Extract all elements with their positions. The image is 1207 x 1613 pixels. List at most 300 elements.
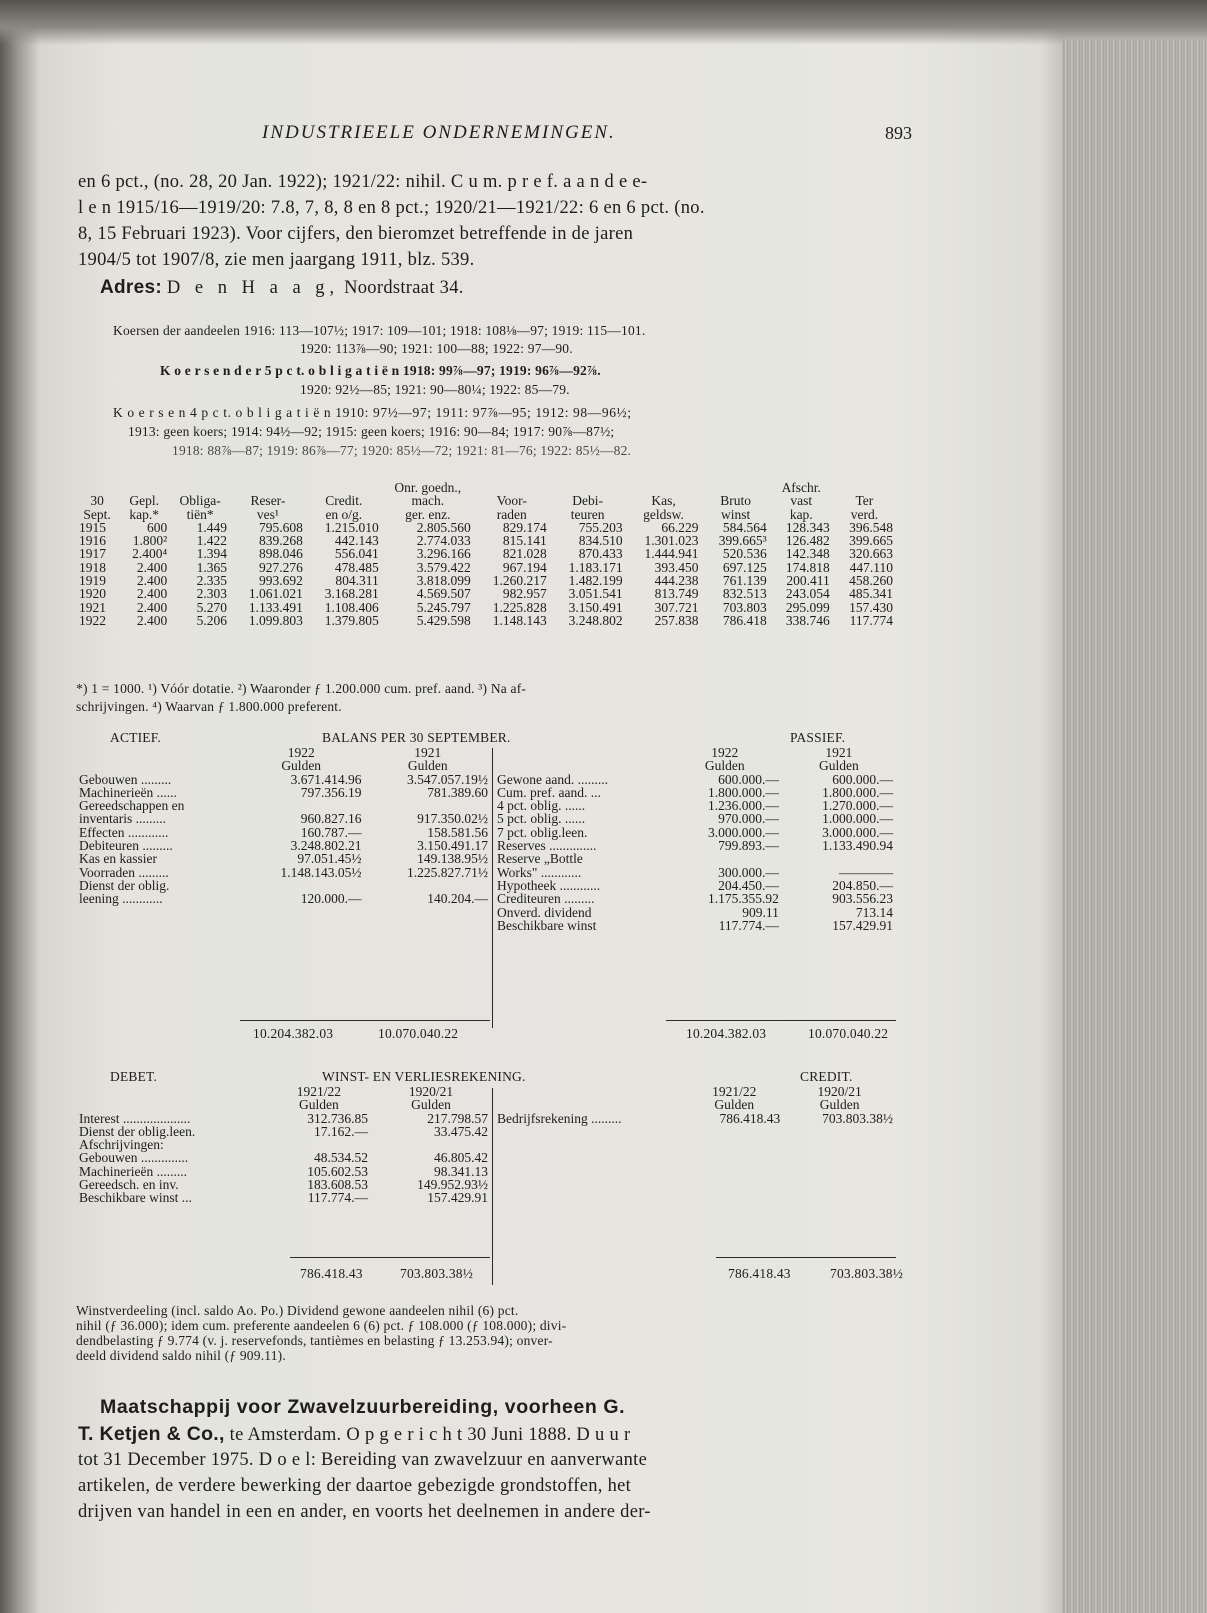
stats-cell: 795.608 bbox=[259, 519, 303, 535]
stats-cell: 815.141 bbox=[502, 533, 547, 549]
actief-row bbox=[76, 773, 491, 786]
passief-label: Reserve „Bottle bbox=[497, 851, 583, 867]
stats-cell: 2.400⁴ bbox=[132, 546, 168, 562]
stats-cell: 2.774.033 bbox=[416, 533, 471, 549]
actief-label: inventaris ......... bbox=[79, 811, 166, 827]
stats-cell: 126.482 bbox=[785, 533, 830, 549]
actief-label: Gereedschappen en bbox=[79, 798, 185, 814]
intro-line-4: 1904/5 tot 1907/8, zie men jaargang 1911, blz. 539. bbox=[78, 250, 475, 270]
stats-header-cell: Afschr. bbox=[781, 480, 821, 495]
stats-cell: 444.238 bbox=[654, 573, 699, 589]
stats-cell: 1.148.143 bbox=[492, 612, 547, 628]
stats-row bbox=[76, 614, 896, 627]
actief-year-row bbox=[76, 746, 491, 759]
actief-label: Dienst der oblig. bbox=[79, 877, 170, 893]
stats-cell: 1915 bbox=[79, 519, 106, 535]
passief-label: Reserves .............. bbox=[497, 838, 597, 854]
actief-amount: 3.547.057.19½ bbox=[407, 771, 488, 787]
debet-amount bbox=[267, 1138, 371, 1151]
debet-label: Machinerieën ......... bbox=[79, 1163, 187, 1179]
stats-header-cell: en o/g. bbox=[325, 506, 363, 522]
debet-row bbox=[76, 1151, 491, 1164]
balans-total-actief-1922: 10.204.382.03 bbox=[253, 1026, 334, 1041]
passief-amount: 1.800.000.— bbox=[822, 784, 893, 800]
debet-label: Beschikbare winst ... bbox=[79, 1190, 192, 1206]
stats-cell: 584.564 bbox=[722, 519, 767, 535]
stats-header-row bbox=[76, 481, 896, 494]
passief-amount: 713.14 bbox=[855, 904, 893, 920]
stats-cell: 447.110 bbox=[849, 559, 893, 575]
debet-blank-cell bbox=[76, 1085, 267, 1098]
stats-header-cell: ves¹ bbox=[256, 506, 279, 522]
stats-cell: 1.482.199 bbox=[568, 573, 623, 589]
passief-label: Beschikbare winst bbox=[497, 917, 597, 933]
debet-row bbox=[76, 1165, 491, 1178]
debet-amount: 183.608.53 bbox=[307, 1177, 368, 1193]
koersen-line-3: K o e r s e n d e r 5 p c t. o b l i g a t i ë n 1918: 99⅞—97; 1919: 96⅞—92⅞. bbox=[160, 363, 601, 378]
koersen-line-7: 1918: 88⅞—87; 1919: 86⅞—77; 1920: 85½—72; 1921: 81—76; 1922: 85½—82. bbox=[172, 443, 632, 458]
company-founding: te Amsterdam. O p g e r i c h t 30 Juni 1888. D u u r bbox=[224, 1425, 631, 1445]
stats-cell: 2.400 bbox=[136, 599, 168, 615]
stats-cell: 2.400 bbox=[136, 573, 168, 589]
stats-cell: 3.296.166 bbox=[416, 546, 471, 562]
stats-cell: 834.510 bbox=[578, 533, 623, 549]
credit-blank-cell bbox=[494, 1085, 685, 1098]
winst-debet-table bbox=[76, 1085, 491, 1205]
company-name-line-1: Maatschappij voor Zwavelzuurbereiding, voorheen G. bbox=[100, 1396, 626, 1418]
stats-header-cell: Debi- bbox=[572, 493, 603, 509]
stats-cell: 898.046 bbox=[259, 546, 303, 562]
stats-cell: 174.818 bbox=[785, 559, 830, 575]
stats-cell: 829.174 bbox=[502, 519, 547, 535]
actief-unit-cell: Gulden bbox=[281, 758, 322, 774]
stats-cell: 3.579.422 bbox=[416, 559, 471, 575]
passief-unit-row bbox=[494, 759, 896, 772]
passief-row bbox=[494, 773, 896, 786]
actief-amount: 3.150.491.17 bbox=[417, 838, 488, 854]
stats-cell: 1.260.217 bbox=[492, 573, 547, 589]
passief-unit-cell: Gulden bbox=[819, 758, 859, 774]
intro-line-3: 8, 15 Februari 1923). Voor cijfers, den bieromzet betreffende in de jaren bbox=[78, 224, 634, 244]
passief-amount: 1.800.000.— bbox=[707, 784, 779, 800]
stats-header-cell: mach. bbox=[411, 493, 445, 509]
debet-unit-row bbox=[76, 1098, 491, 1111]
company-name-line-2: T. Ketjen & Co., bbox=[78, 1423, 225, 1445]
stats-cell: 442.143 bbox=[334, 533, 379, 549]
actief-year-cell: 1921 bbox=[414, 745, 442, 760]
actief-unit-row bbox=[76, 759, 491, 772]
credit-unit-row bbox=[494, 1098, 896, 1111]
stats-header-cell: vast bbox=[790, 493, 813, 509]
winst-total-rule-left bbox=[290, 1257, 490, 1258]
actief-row bbox=[76, 786, 491, 799]
stats-cell: 1918 bbox=[79, 559, 106, 575]
stats-cell: 1.422 bbox=[196, 533, 227, 549]
debet-unit-cell: Gulden bbox=[411, 1097, 451, 1113]
stats-header-cell: geldsw. bbox=[643, 506, 684, 522]
debet-blank-cell bbox=[76, 1098, 267, 1111]
debet-amount: 17.162.— bbox=[313, 1123, 368, 1139]
stats-cell: 927.276 bbox=[259, 559, 303, 575]
stats-header-cell bbox=[306, 481, 382, 494]
stats-header-cell: Obliga- bbox=[179, 493, 221, 509]
stats-row bbox=[76, 574, 896, 587]
winst-credit-table bbox=[494, 1085, 896, 1125]
actief-amount: 140.204.— bbox=[427, 891, 488, 907]
credit-amount: 703.803.38½ bbox=[822, 1110, 893, 1126]
stats-cell: 755.203 bbox=[578, 519, 623, 535]
actief-row bbox=[76, 892, 491, 905]
running-header: INDUSTRIEELE ONDERNEMINGEN. bbox=[262, 122, 616, 143]
actief-amount bbox=[238, 799, 365, 812]
balans-actief-title: ACTIEF. bbox=[110, 730, 161, 745]
debet-year-cell: 1920/21 bbox=[408, 1084, 454, 1099]
intro-line-2: l e n 1915/16—1919/20: 7.8, 7, 8, 8 en 8 pct.; 1920/21—1921/22: 6 en 6 pct. (no. bbox=[78, 198, 705, 218]
debet-amount: 157.429.91 bbox=[427, 1190, 488, 1206]
debet-amount: 149.952.93½ bbox=[417, 1177, 488, 1193]
actief-amount: 960.827.16 bbox=[300, 811, 362, 827]
stats-cell: 832.513 bbox=[722, 586, 767, 602]
stats-cell: 257.838 bbox=[654, 612, 699, 628]
stats-cell: 600 bbox=[146, 519, 168, 535]
debet-year-row bbox=[76, 1085, 491, 1098]
passief-label: Gewone aand. ......... bbox=[497, 771, 608, 787]
stats-header-cell: Gepl. bbox=[129, 493, 160, 509]
stats-cell: 2.400 bbox=[136, 612, 168, 628]
actief-amount: 781.389.60 bbox=[427, 784, 488, 800]
passief-row bbox=[494, 826, 896, 839]
stats-cell: 1.394 bbox=[196, 546, 227, 562]
stats-cell: 3.150.491 bbox=[568, 599, 623, 615]
passief-blank-cell bbox=[494, 759, 668, 772]
stats-cell: 1.061.021 bbox=[248, 586, 303, 602]
stats-cell: 200.411 bbox=[786, 573, 830, 589]
stats-cell: 478.485 bbox=[334, 559, 379, 575]
winst-title: WINST- EN VERLIESREKENING. bbox=[322, 1069, 526, 1084]
balans-title: BALANS PER 30 SEPTEMBER. bbox=[322, 730, 511, 745]
passief-amount: 1.133.490.94 bbox=[822, 838, 893, 854]
stats-header-cell: Kas, bbox=[651, 493, 676, 509]
passief-amount: 1.000.000.— bbox=[822, 811, 893, 827]
debet-row bbox=[76, 1125, 491, 1138]
balans-divider bbox=[492, 748, 493, 1028]
intro-line-1: en 6 pct., (no. 28, 20 Jan. 1922); 1921/22: nihil. C u m. p r e f. a a n d e e- bbox=[78, 172, 648, 192]
stats-cell: 2.400 bbox=[136, 559, 168, 575]
stats-cell: 1.183.171 bbox=[568, 559, 623, 575]
stats-cell: 2.400 bbox=[136, 586, 168, 602]
balans-total-rule-right bbox=[666, 1020, 896, 1021]
stats-cell: 393.450 bbox=[654, 559, 699, 575]
stats-header-cell: Bruto bbox=[720, 493, 751, 509]
credit-year-cell: 1921/22 bbox=[712, 1084, 757, 1099]
debet-amount: 33.475.42 bbox=[434, 1123, 488, 1139]
stats-cell: 870.433 bbox=[578, 546, 623, 562]
winstverdeeling-line-1: Winstverdeeling (incl. saldo Ao. Po.) Dividend gewone aandeelen nihil (6) pct. bbox=[76, 1303, 519, 1318]
passief-row bbox=[494, 839, 896, 852]
passief-amount: 1.175.355.92 bbox=[707, 891, 779, 907]
stats-cell: 3.168.281 bbox=[324, 586, 379, 602]
balans-total-passief-1922: 10.204.382.03 bbox=[686, 1026, 767, 1041]
stats-cell: 556.041 bbox=[334, 546, 379, 562]
winst-credit-title: CREDIT. bbox=[800, 1069, 853, 1084]
stats-cell: 1.099.803 bbox=[248, 612, 303, 628]
passief-label: 4 pct. oblig. ...... bbox=[497, 798, 586, 814]
koersen-line-6: 1913: geen koers; 1914: 94½—92; 1915: geen koers; 1916: 90—84; 1917: 90⅞—87½; bbox=[128, 424, 615, 439]
actief-row bbox=[76, 812, 491, 825]
stats-header-cell: verd. bbox=[850, 506, 879, 522]
passief-row bbox=[494, 812, 896, 825]
passief-amount: 117.774.— bbox=[718, 917, 779, 933]
actief-label: leening ............ bbox=[79, 891, 163, 907]
stats-cell: 967.194 bbox=[502, 559, 547, 575]
passief-label: Cum. pref. aand. ... bbox=[497, 784, 601, 800]
debet-amount: 105.602.53 bbox=[307, 1163, 368, 1179]
debet-row bbox=[76, 1138, 491, 1151]
winstverdeeling-line-2: nihil (ƒ 36.000); idem cum. preferente aandeelen 6 (6) pct. ƒ 108.000 (ƒ 108.000); divi- bbox=[76, 1318, 567, 1333]
koersen-line-1: Koersen der aandeelen 1916: 113—107½; 1917: 109—101; 1918: 108⅛—97; 1919: 115—101. bbox=[113, 323, 646, 338]
actief-amount: 160.787.— bbox=[300, 824, 362, 840]
stats-cell: 3.248.802 bbox=[568, 612, 623, 628]
stats-cell: 1919 bbox=[79, 573, 106, 589]
page-top-shadow bbox=[0, 0, 1207, 45]
debet-label: Dienst der oblig.leen. bbox=[79, 1123, 196, 1139]
actief-blank-cell bbox=[76, 746, 238, 759]
stats-row bbox=[76, 534, 896, 547]
stats-header-cell bbox=[230, 481, 306, 494]
actief-blank-cell bbox=[76, 759, 238, 772]
actief-amount: 158.581.56 bbox=[427, 824, 488, 840]
debet-amount: 117.774.— bbox=[307, 1190, 368, 1206]
stats-header-cell bbox=[833, 481, 896, 494]
stats-header-cell: Onr. goedn., bbox=[394, 480, 462, 495]
winst-total-rule-right bbox=[716, 1257, 896, 1258]
passief-amount: 3.000.000.— bbox=[822, 824, 893, 840]
stats-row bbox=[76, 521, 896, 534]
winst-total-debet-2: 703.803.38½ bbox=[400, 1266, 474, 1281]
stats-cell: 5.270 bbox=[196, 599, 227, 615]
actief-row bbox=[76, 826, 491, 839]
credit-unit-cell: Gulden bbox=[819, 1097, 860, 1113]
debet-label: Interest .................... bbox=[79, 1110, 191, 1126]
debet-amount: 46.805.42 bbox=[434, 1150, 488, 1166]
actief-row bbox=[76, 799, 491, 812]
stats-cell: 1.108.406 bbox=[324, 599, 379, 615]
stats-cell: 3.818.099 bbox=[416, 573, 471, 589]
actief-amount bbox=[364, 799, 491, 812]
actief-label: Voorraden ......... bbox=[79, 864, 169, 880]
credit-unit-cell: Gulden bbox=[714, 1097, 755, 1113]
stats-header-cell: 30 bbox=[90, 493, 104, 509]
passief-amount: 970.000.— bbox=[718, 811, 779, 827]
credit-amount: 786.418.43 bbox=[719, 1110, 781, 1126]
balans-total-actief-1921: 10.070.040.22 bbox=[378, 1026, 459, 1041]
stats-cell: 338.746 bbox=[785, 612, 830, 628]
debet-unit-cell: Gulden bbox=[299, 1097, 339, 1113]
stats-cell: 761.139 bbox=[722, 573, 767, 589]
stats-header-cell: tiën* bbox=[186, 506, 214, 522]
credit-year-row bbox=[494, 1085, 896, 1098]
stats-header-cell bbox=[626, 481, 702, 494]
stats-cell: 1921 bbox=[79, 599, 106, 615]
balans-total-rule-left bbox=[240, 1020, 490, 1021]
stats-cell: 1.225.828 bbox=[492, 599, 547, 615]
passief-label: Works" ............ bbox=[497, 864, 582, 880]
passief-amount: 3.000.000.— bbox=[707, 824, 779, 840]
stats-cell: 117.774 bbox=[849, 612, 893, 628]
passief-amount: 1.270.000.— bbox=[822, 798, 893, 814]
passief-year-cell: 1921 bbox=[825, 745, 853, 760]
actief-label: Kas en kassier bbox=[79, 851, 157, 867]
actief-amount: 3.671.414.96 bbox=[290, 771, 362, 787]
winst-total-credit-2: 703.803.38½ bbox=[830, 1266, 904, 1281]
actief-amount bbox=[238, 879, 365, 892]
passief-blank-cell bbox=[494, 746, 668, 759]
passief-label: Onverd. dividend bbox=[497, 904, 592, 920]
winst-divider bbox=[492, 1088, 493, 1285]
stats-cell: 1.133.491 bbox=[248, 599, 303, 615]
debet-label: Gebouwen .............. bbox=[79, 1150, 189, 1166]
actief-row bbox=[76, 866, 491, 879]
credit-year-cell: 1920/21 bbox=[817, 1084, 862, 1099]
company-line-4: artikelen, de verdere bewerking der daartoe gebezigde grondstoffen, het bbox=[78, 1476, 632, 1496]
stats-cell: 839.268 bbox=[259, 533, 303, 549]
winst-total-debet-1: 786.418.43 bbox=[300, 1266, 363, 1281]
stats-cell: 396.548 bbox=[849, 519, 893, 535]
passief-amount: 204.850.— bbox=[832, 877, 893, 893]
stats-cell: 1916 bbox=[79, 533, 106, 549]
stats-cell: 4.569.507 bbox=[416, 586, 471, 602]
passief-row bbox=[494, 866, 896, 879]
winst-debet-title: DEBET. bbox=[110, 1069, 158, 1084]
stats-row bbox=[76, 587, 896, 600]
page-edges bbox=[1062, 40, 1207, 1613]
actief-year-cell: 1922 bbox=[287, 745, 315, 760]
company-line-2 bbox=[78, 1423, 630, 1446]
stats-row bbox=[76, 601, 896, 614]
balans-actief-table bbox=[76, 746, 491, 906]
stats-header-cell: Voor- bbox=[496, 493, 527, 509]
passief-row bbox=[494, 799, 896, 812]
actief-amount: 97.051.45½ bbox=[297, 851, 362, 867]
actief-amount: 917.350.02½ bbox=[417, 811, 488, 827]
stats-cell: 2.303 bbox=[196, 586, 227, 602]
stats-cell: 399.665 bbox=[849, 533, 893, 549]
stats-cell: 1.444.941 bbox=[644, 546, 699, 562]
stats-cell: 1920 bbox=[79, 586, 106, 602]
stats-cell: 993.692 bbox=[259, 573, 303, 589]
passief-amount: 300.000.— bbox=[718, 864, 779, 880]
actief-amount: 3.248.802.21 bbox=[290, 838, 362, 854]
address-city: D e n H a a g, bbox=[166, 278, 340, 298]
passief-label: Hypotheek ............ bbox=[497, 877, 601, 893]
stats-header-cell: Ter bbox=[855, 493, 874, 509]
passief-unit-cell: Gulden bbox=[704, 758, 745, 774]
actief-amount: 1.225.827.71½ bbox=[407, 864, 488, 880]
actief-label: Gebouwen ......... bbox=[79, 771, 172, 787]
stats-cell: 243.054 bbox=[785, 586, 830, 602]
stats-cell: 786.418 bbox=[722, 612, 767, 628]
passief-year-cell: 1922 bbox=[711, 745, 739, 760]
stats-cell: 703.803 bbox=[722, 599, 767, 615]
actief-amount: 797.356.19 bbox=[300, 784, 362, 800]
passief-amount: 600.000.— bbox=[832, 771, 893, 787]
address-label: Adres: bbox=[100, 277, 162, 298]
stats-cell: 458.260 bbox=[849, 573, 893, 589]
stats-cell: 1.215.010 bbox=[324, 519, 379, 535]
stats-cell: 1.365 bbox=[196, 559, 227, 575]
stats-cell: 697.125 bbox=[722, 559, 767, 575]
stats-cell: 982.957 bbox=[502, 586, 547, 602]
actief-amount: 120.000.— bbox=[300, 891, 362, 907]
stats-header-cell bbox=[474, 481, 550, 494]
stats-cell: 5.245.797 bbox=[416, 599, 471, 615]
stats-note-1: *) 1 = 1000. ¹) Vóór dotatie. ²) Waaronder ƒ 1.200.000 cum. pref. aand. ³) Na af- bbox=[76, 681, 527, 696]
stats-cell: 520.536 bbox=[722, 546, 767, 562]
stats-cell: 128.343 bbox=[785, 519, 830, 535]
debet-amount: 312.736.85 bbox=[307, 1110, 368, 1126]
debet-row bbox=[76, 1112, 491, 1125]
winst-total-credit-1: 786.418.43 bbox=[728, 1266, 791, 1281]
debet-label: Gereedsch. en inv. bbox=[79, 1177, 179, 1193]
stats-header-cell: kap. bbox=[789, 506, 813, 522]
stats-header-cell: Credit. bbox=[325, 493, 363, 509]
stats-cell: 821.028 bbox=[502, 546, 547, 562]
passief-row bbox=[494, 879, 896, 892]
stats-cell: 1.301.023 bbox=[644, 533, 699, 549]
debet-amount: 98.341.13 bbox=[434, 1163, 488, 1179]
stats-header-cell: Reser- bbox=[250, 493, 286, 509]
passief-amount bbox=[782, 852, 896, 865]
stats-header-cell: teuren bbox=[570, 506, 605, 522]
stats-cell: 295.099 bbox=[785, 599, 830, 615]
stats-header-cell bbox=[170, 481, 230, 494]
debet-year-cell: 1921/22 bbox=[296, 1084, 342, 1099]
stats-row bbox=[76, 561, 896, 574]
stats-cell: 813.749 bbox=[654, 586, 699, 602]
stats-cell: 2.335 bbox=[196, 573, 227, 589]
passief-row bbox=[494, 892, 896, 905]
stats-cell: 5.206 bbox=[196, 612, 227, 628]
stats-cell: 3.051.541 bbox=[568, 586, 623, 602]
actief-label: Effecten ............ bbox=[79, 824, 169, 840]
passief-amount: 1.236.000.— bbox=[707, 798, 779, 814]
debet-amount bbox=[371, 1138, 491, 1151]
stats-cell: 66.229 bbox=[661, 519, 699, 535]
credit-row bbox=[494, 1112, 896, 1125]
stats-header-row bbox=[76, 494, 896, 507]
stats-note-2: schrijvingen. ⁴) Waarvan ƒ 1.800.000 preferent. bbox=[76, 699, 342, 714]
actief-row bbox=[76, 879, 491, 892]
actief-row bbox=[76, 839, 491, 852]
winstverdeeling-line-3: dendbelasting ƒ 9.774 (v. j. reservefonds, tantièmes en belasting ƒ 13.253.94); onver- bbox=[76, 1333, 553, 1348]
koersen-line-5: K o e r s e n 4 p c t. o b l i g a t i ë n 1910: 97½—97; 1911: 97⅞—95; 1912: 98—96½; bbox=[113, 405, 632, 420]
company-line-5: drijven van handel in een en ander, en voorts het deelnemen in andere der- bbox=[78, 1502, 651, 1522]
stats-cell: 1.800² bbox=[132, 533, 168, 549]
passief-row bbox=[494, 786, 896, 799]
stats-row bbox=[76, 547, 896, 560]
actief-amount: 1.148.143.05½ bbox=[280, 864, 362, 880]
winstverdeeling-line-4: deeld dividend saldo nihil (ƒ 909.11). bbox=[76, 1348, 286, 1363]
stats-cell: 307.721 bbox=[654, 599, 699, 615]
address-line bbox=[100, 277, 464, 299]
balans-total-passief-1921: 10.070.040.22 bbox=[808, 1026, 889, 1041]
stats-cell: 320.663 bbox=[849, 546, 893, 562]
passief-year-row bbox=[494, 746, 896, 759]
statistics-table bbox=[76, 481, 896, 627]
passief-amount: 157.429.91 bbox=[832, 917, 893, 933]
stats-cell: 142.348 bbox=[785, 546, 830, 562]
passief-amount: 204.450.— bbox=[718, 877, 779, 893]
